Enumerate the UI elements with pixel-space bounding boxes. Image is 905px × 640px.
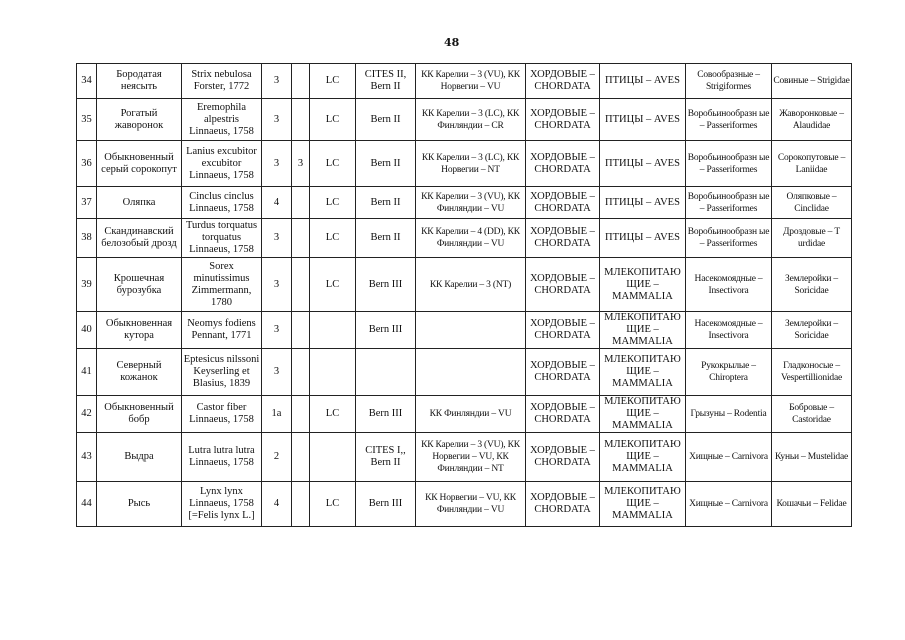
row-number-cell: 36 (77, 141, 97, 187)
class-cell: ПТИЦЫ – AVES (600, 141, 686, 187)
class-cell: МЛЕКОПИТАЮ ЩИЕ – MAMMALIA (600, 349, 686, 396)
category-cell: 3 (262, 141, 292, 187)
iucn-status-cell: LC (310, 219, 356, 258)
category-cell: 3 (262, 219, 292, 258)
species-table (76, 63, 852, 527)
species-name-cell: Обыкновенный серый сорокопут (97, 141, 182, 187)
phylum-cell: ХОРДОВЫЕ – CHORDATA (526, 433, 600, 482)
category-extra-cell (292, 219, 310, 258)
category-cell: 3 (262, 64, 292, 99)
order-cell: Грызуны – Rodentia (686, 396, 772, 433)
latin-name-cell: Castor fiber Linnaeus, 1758 (182, 396, 262, 433)
class-cell: МЛЕКОПИТАЮ ЩИЕ – MAMMALIA (600, 312, 686, 349)
species-name-cell: Рогатый жаворонок (97, 99, 182, 141)
family-cell: Кошачьи – Felidae (772, 482, 852, 527)
red-book-status-cell: КК Карелии – 3 (NT) (416, 258, 526, 312)
row-number-cell: 35 (77, 99, 97, 141)
red-book-status-cell: КК Финляндии – VU (416, 396, 526, 433)
red-book-status-cell: КК Карелии – 3 (VU), КК Норвегии – VU (416, 64, 526, 99)
family-cell: Оляпковые – Cinclidae (772, 187, 852, 219)
iucn-status-cell: LC (310, 187, 356, 219)
table-row (77, 219, 852, 258)
table-row (77, 187, 852, 219)
row-number-cell: 41 (77, 349, 97, 396)
red-book-status-cell: КК Карелии – 3 (LC), КК Норвегии – NT (416, 141, 526, 187)
latin-name-cell: Eremophila alpestris Linnaeus, 1758 (182, 99, 262, 141)
latin-name-cell: Cinclus cinclus Linnaeus, 1758 (182, 187, 262, 219)
order-cell: Насекомоядные – Insectivora (686, 258, 772, 312)
red-book-status-cell: КК Карелии – 3 (VU), КК Финляндии – VU (416, 187, 526, 219)
table-row (77, 64, 852, 99)
class-cell: ПТИЦЫ – AVES (600, 219, 686, 258)
category-cell: 3 (262, 258, 292, 312)
conventions-cell: Bern II (356, 219, 416, 258)
row-number-cell: 34 (77, 64, 97, 99)
red-book-status-cell (416, 312, 526, 349)
conventions-cell: Bern III (356, 258, 416, 312)
category-extra-cell (292, 396, 310, 433)
iucn-status-cell: LC (310, 258, 356, 312)
class-cell: ПТИЦЫ – AVES (600, 187, 686, 219)
species-name-cell: Скандинавский белозобый дрозд (97, 219, 182, 258)
row-number-cell: 39 (77, 258, 97, 312)
category-extra-cell (292, 312, 310, 349)
conventions-cell: Bern II (356, 187, 416, 219)
iucn-status-cell: LC (310, 64, 356, 99)
table-row (77, 396, 852, 433)
order-cell: Хищные – Carnivora (686, 482, 772, 527)
iucn-status-cell: LC (310, 99, 356, 141)
family-cell: Куньи – Mustelidae (772, 433, 852, 482)
family-cell: Бобровые – Castoridae (772, 396, 852, 433)
table-row (77, 258, 852, 312)
row-number-cell: 44 (77, 482, 97, 527)
order-cell: Насекомоядные – Insectivora (686, 312, 772, 349)
latin-name-cell: Neomys fodiens Pennant, 1771 (182, 312, 262, 349)
phylum-cell: ХОРДОВЫЕ – CHORDATA (526, 64, 600, 99)
table-row (77, 312, 852, 349)
table-row (77, 99, 852, 141)
species-name-cell: Крошечная бурозубка (97, 258, 182, 312)
class-cell: МЛЕКОПИТАЮ ЩИЕ – MAMMALIA (600, 482, 686, 527)
conventions-cell: Bern II (356, 99, 416, 141)
conventions-cell (356, 349, 416, 396)
table-row (77, 141, 852, 187)
latin-name-cell: Eptesicus nilssoni Keyserling et Blasius, 1839 (182, 349, 262, 396)
category-extra-cell (292, 64, 310, 99)
row-number-cell: 40 (77, 312, 97, 349)
red-book-status-cell: КК Карелии – 4 (DD), КК Финляндии – VU (416, 219, 526, 258)
phylum-cell: ХОРДОВЫЕ – CHORDATA (526, 396, 600, 433)
row-number-cell: 38 (77, 219, 97, 258)
category-cell: 3 (262, 99, 292, 141)
order-cell: Рукокрылые – Chiroptera (686, 349, 772, 396)
order-cell: Совообразные – Strigiformes (686, 64, 772, 99)
table-row (77, 482, 852, 527)
category-extra-cell (292, 258, 310, 312)
latin-name-cell: Sorex minutissimus Zimmermann, 1780 (182, 258, 262, 312)
category-cell: 3 (262, 312, 292, 349)
family-cell: Жаворонковые – Alaudidae (772, 99, 852, 141)
order-cell: Воробьинообразн ые – Passeriformes (686, 141, 772, 187)
family-cell: Дроздовые – T urdidae (772, 219, 852, 258)
category-cell: 4 (262, 482, 292, 527)
iucn-status-cell (310, 349, 356, 396)
latin-name-cell: Lanius excubitor excubitor Linnaeus, 1758 (182, 141, 262, 187)
category-extra-cell (292, 433, 310, 482)
class-cell: МЛЕКОПИТАЮ ЩИЕ – MAMMALIA (600, 258, 686, 312)
species-name-cell: Обыкновенный бобр (97, 396, 182, 433)
phylum-cell: ХОРДОВЫЕ – CHORDATA (526, 312, 600, 349)
table-row (77, 349, 852, 396)
conventions-cell: CITES II, Bern II (356, 64, 416, 99)
latin-name-cell: Turdus torquatus torquatus Linnaeus, 1758 (182, 219, 262, 258)
class-cell: ПТИЦЫ – AVES (600, 99, 686, 141)
iucn-status-cell: LC (310, 396, 356, 433)
species-name-cell: Северный кожанок (97, 349, 182, 396)
family-cell: Сорокопутовые – Laniidae (772, 141, 852, 187)
latin-name-cell: Lynx lynx Linnaeus, 1758 [=Felis lynx L.] (182, 482, 262, 527)
category-extra-cell (292, 99, 310, 141)
order-cell: Хищные – Carnivora (686, 433, 772, 482)
family-cell: Гладконосые – Vespertillionidae (772, 349, 852, 396)
latin-name-cell: Strix nebulosa Forster, 1772 (182, 64, 262, 99)
category-extra-cell (292, 349, 310, 396)
family-cell: Землеройки – Soricidae (772, 258, 852, 312)
row-number-cell: 42 (77, 396, 97, 433)
species-name-cell: Рысь (97, 482, 182, 527)
red-book-status-cell: КК Карелии – 3 (LC), КК Финляндии – CR (416, 99, 526, 141)
family-cell: Землеройки – Soricidae (772, 312, 852, 349)
conventions-cell: Bern III (356, 312, 416, 349)
category-extra-cell: 3 (292, 141, 310, 187)
category-cell: 3 (262, 349, 292, 396)
phylum-cell: ХОРДОВЫЕ – CHORDATA (526, 349, 600, 396)
iucn-status-cell (310, 433, 356, 482)
category-extra-cell (292, 187, 310, 219)
order-cell: Воробьинообразн ые – Passeriformes (686, 99, 772, 141)
red-book-status-cell (416, 349, 526, 396)
species-name-cell: Бородатая неясыть (97, 64, 182, 99)
page-number: 48 (444, 36, 460, 49)
latin-name-cell: Lutra lutra lutra Linnaeus, 1758 (182, 433, 262, 482)
phylum-cell: ХОРДОВЫЕ – CHORDATA (526, 258, 600, 312)
phylum-cell: ХОРДОВЫЕ – CHORDATA (526, 219, 600, 258)
row-number-cell: 37 (77, 187, 97, 219)
species-name-cell: Оляпка (97, 187, 182, 219)
iucn-status-cell (310, 312, 356, 349)
red-book-status-cell: КК Карелии – 3 (VU), КК Норвегии – VU, КК Финляндии – NT (416, 433, 526, 482)
category-cell: 2 (262, 433, 292, 482)
iucn-status-cell: LC (310, 141, 356, 187)
conventions-cell: Bern III (356, 396, 416, 433)
phylum-cell: ХОРДОВЫЕ – CHORDATA (526, 99, 600, 141)
table-row (77, 433, 852, 482)
phylum-cell: ХОРДОВЫЕ – CHORDATA (526, 482, 600, 527)
row-number-cell: 43 (77, 433, 97, 482)
class-cell: МЛЕКОПИТАЮ ЩИЕ – MAMMALIA (600, 396, 686, 433)
phylum-cell: ХОРДОВЫЕ – CHORDATA (526, 141, 600, 187)
category-extra-cell (292, 482, 310, 527)
phylum-cell: ХОРДОВЫЕ – CHORDATA (526, 187, 600, 219)
family-cell: Совиные – Strigidae (772, 64, 852, 99)
category-cell: 1а (262, 396, 292, 433)
conventions-cell: CITES I,, Bern II (356, 433, 416, 482)
iucn-status-cell: LC (310, 482, 356, 527)
species-name-cell: Обыкновенная кутора (97, 312, 182, 349)
red-book-status-cell: КК Норвегии – VU, КК Финляндии – VU (416, 482, 526, 527)
category-cell: 4 (262, 187, 292, 219)
species-name-cell: Выдра (97, 433, 182, 482)
order-cell: Воробьинообразн ые – Passeriformes (686, 219, 772, 258)
conventions-cell: Bern III (356, 482, 416, 527)
class-cell: МЛЕКОПИТАЮ ЩИЕ – MAMMALIA (600, 433, 686, 482)
order-cell: Воробьинообразн ые – Passeriformes (686, 187, 772, 219)
conventions-cell: Bern II (356, 141, 416, 187)
class-cell: ПТИЦЫ – AVES (600, 64, 686, 99)
